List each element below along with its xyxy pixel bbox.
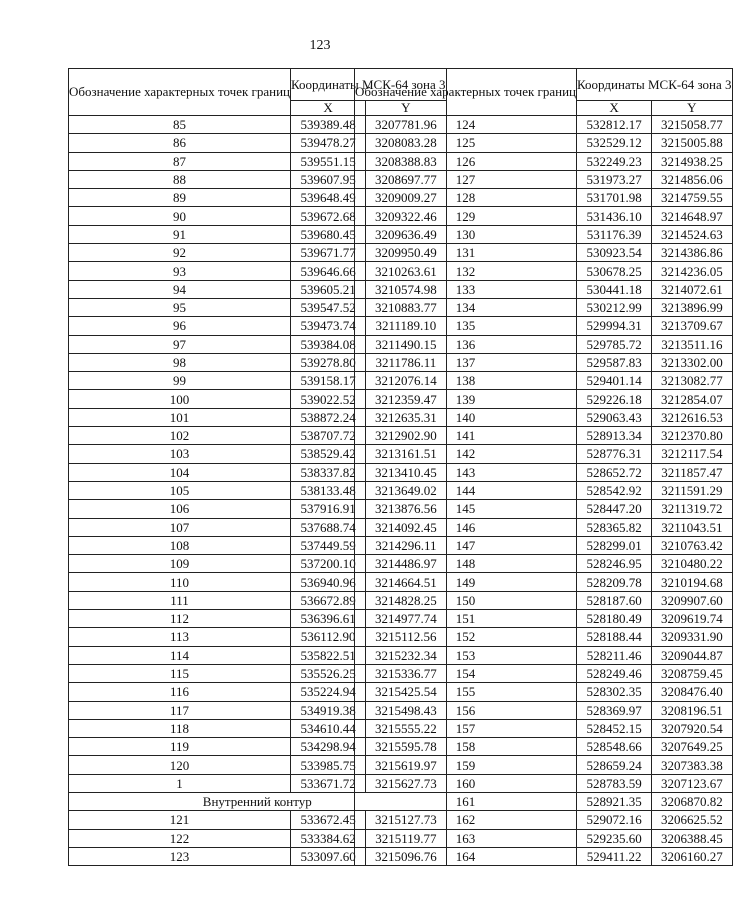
y-cell: 3212902.90 xyxy=(366,427,446,445)
x-cell: 538337.82 xyxy=(291,463,366,481)
x-cell: 535526.25 xyxy=(291,664,366,682)
point-column-header: Обозначение характерных точек границ xyxy=(69,69,291,116)
point-cell: 139 xyxy=(355,390,577,408)
point-cell: 136 xyxy=(355,335,577,353)
y-cell: 3214386.86 xyxy=(652,244,732,262)
x-cell: 528542.92 xyxy=(577,481,652,499)
x-cell: 531973.27 xyxy=(577,170,652,188)
x-cell: 538133.48 xyxy=(291,481,366,499)
x-cell: 528209.78 xyxy=(577,573,652,591)
y-cell: 3215119.77 xyxy=(366,829,446,847)
point-cell: 106 xyxy=(69,500,291,518)
x-cell: 539671.77 xyxy=(291,244,366,262)
x-cell: 536112.90 xyxy=(291,628,366,646)
y-cell: 3211591.29 xyxy=(652,481,732,499)
x-cell: 528302.35 xyxy=(577,683,652,701)
y-cell: 3206388.45 xyxy=(652,829,732,847)
x-cell: 538872.24 xyxy=(291,408,366,426)
y-cell: 3215595.78 xyxy=(366,738,446,756)
y-cell: 3213161.51 xyxy=(366,445,446,463)
table-row xyxy=(355,445,733,463)
y-cell: 3209636.49 xyxy=(366,225,446,243)
point-cell: 1 xyxy=(69,774,291,792)
x-cell: 538529.42 xyxy=(291,445,366,463)
x-cell: 529411.22 xyxy=(577,847,652,865)
table-row xyxy=(355,116,733,134)
y-cell: 3207781.96 xyxy=(366,116,446,134)
point-cell: 144 xyxy=(355,481,577,499)
y-cell: 3215627.73 xyxy=(366,774,446,792)
x-cell: 535822.51 xyxy=(291,646,366,664)
point-cell: 158 xyxy=(355,738,577,756)
point-cell: 122 xyxy=(69,829,291,847)
y-cell: 3213302.00 xyxy=(652,353,732,371)
y-cell: 3214938.25 xyxy=(652,152,732,170)
x-cell: 530923.54 xyxy=(577,244,652,262)
point-cell: 86 xyxy=(69,134,291,152)
x-cell: 530678.25 xyxy=(577,262,652,280)
point-cell: 105 xyxy=(69,481,291,499)
y-cell: 3206870.82 xyxy=(652,792,732,810)
y-cell: 3212854.07 xyxy=(652,390,732,408)
point-cell: 154 xyxy=(355,664,577,682)
table-row xyxy=(355,244,733,262)
point-cell: 92 xyxy=(69,244,291,262)
x-cell: 539551.15 xyxy=(291,152,366,170)
x-cell: 528447.20 xyxy=(577,500,652,518)
y-cell: 3214828.25 xyxy=(366,591,446,609)
x-cell: 528246.95 xyxy=(577,555,652,573)
point-cell: 123 xyxy=(69,847,291,865)
table-row xyxy=(355,335,733,353)
y-cell: 3207383.38 xyxy=(652,756,732,774)
y-cell: 3210480.22 xyxy=(652,555,732,573)
inner-contour-label: Внутренний контур xyxy=(69,792,447,810)
point-cell: 112 xyxy=(69,610,291,628)
x-cell: 539022.52 xyxy=(291,390,366,408)
table-row xyxy=(355,262,733,280)
point-cell: 109 xyxy=(69,555,291,573)
y-cell: 3209907.60 xyxy=(652,591,732,609)
point-cell: 88 xyxy=(69,170,291,188)
y-cell: 3215096.76 xyxy=(366,847,446,865)
y-cell: 3213876.56 xyxy=(366,500,446,518)
y-cell: 3208476.40 xyxy=(652,683,732,701)
table-row xyxy=(355,683,733,701)
y-cell: 3207920.54 xyxy=(652,719,732,737)
coordinates-header: Координаты МСК-64 зона 3 xyxy=(291,69,447,101)
x-cell: 533097.60 xyxy=(291,847,366,865)
table-row xyxy=(355,280,733,298)
y-cell: 3209950.49 xyxy=(366,244,446,262)
table-row xyxy=(355,664,733,682)
x-cell: 529235.60 xyxy=(577,829,652,847)
point-cell: 146 xyxy=(355,518,577,536)
x-cell: 537200.10 xyxy=(291,555,366,573)
x-cell: 539672.68 xyxy=(291,207,366,225)
x-cell: 528249.46 xyxy=(577,664,652,682)
table-row xyxy=(355,774,733,792)
y-cell: 3210883.77 xyxy=(366,298,446,316)
point-cell: 119 xyxy=(69,738,291,756)
x-cell: 528652.72 xyxy=(577,463,652,481)
point-cell: 100 xyxy=(69,390,291,408)
point-cell: 124 xyxy=(355,116,577,134)
table-row xyxy=(355,353,733,371)
point-cell: 148 xyxy=(355,555,577,573)
point-cell: 156 xyxy=(355,701,577,719)
point-cell: 93 xyxy=(69,262,291,280)
table-row xyxy=(355,408,733,426)
y-column-header: Y xyxy=(366,101,446,116)
x-cell: 528913.34 xyxy=(577,427,652,445)
table-row xyxy=(355,573,733,591)
x-cell: 529587.83 xyxy=(577,353,652,371)
y-cell: 3215232.34 xyxy=(366,646,446,664)
x-cell: 528776.31 xyxy=(577,445,652,463)
y-cell: 3212359.47 xyxy=(366,390,446,408)
y-cell: 3214977.74 xyxy=(366,610,446,628)
y-cell: 3215127.73 xyxy=(366,811,446,829)
y-cell: 3215058.77 xyxy=(652,116,732,134)
y-cell: 3215005.88 xyxy=(652,134,732,152)
point-cell: 114 xyxy=(69,646,291,664)
point-cell: 104 xyxy=(69,463,291,481)
y-cell: 3214296.11 xyxy=(366,536,446,554)
x-cell: 539648.49 xyxy=(291,189,366,207)
table-row xyxy=(355,811,733,829)
y-cell: 3211857.47 xyxy=(652,463,732,481)
x-cell: 539384.08 xyxy=(291,335,366,353)
x-cell: 538707.72 xyxy=(291,427,366,445)
table-row xyxy=(355,298,733,316)
y-cell: 3211319.72 xyxy=(652,500,732,518)
point-cell: 90 xyxy=(69,207,291,225)
table-row xyxy=(355,500,733,518)
x-cell: 529401.14 xyxy=(577,372,652,390)
y-cell: 3213410.45 xyxy=(366,463,446,481)
point-cell: 125 xyxy=(355,134,577,152)
x-cell: 539389.48 xyxy=(291,116,366,134)
point-cell: 134 xyxy=(355,298,577,316)
x-cell: 537916.91 xyxy=(291,500,366,518)
point-cell: 116 xyxy=(69,683,291,701)
x-cell: 528783.59 xyxy=(577,774,652,792)
x-cell: 539278.80 xyxy=(291,353,366,371)
table-row xyxy=(355,591,733,609)
y-cell: 3215498.43 xyxy=(366,701,446,719)
y-cell: 3214664.51 xyxy=(366,573,446,591)
y-cell: 3210574.98 xyxy=(366,280,446,298)
y-cell: 3207123.67 xyxy=(652,774,732,792)
point-cell: 87 xyxy=(69,152,291,170)
y-cell: 3208083.28 xyxy=(366,134,446,152)
y-cell: 3212117.54 xyxy=(652,445,732,463)
point-cell: 164 xyxy=(355,847,577,865)
page-number: 123 xyxy=(309,38,331,53)
x-column-header: X xyxy=(577,101,652,116)
x-cell: 537688.74 xyxy=(291,518,366,536)
point-cell: 111 xyxy=(69,591,291,609)
x-cell: 539607.95 xyxy=(291,170,366,188)
x-cell: 528188.44 xyxy=(577,628,652,646)
y-cell: 3211189.10 xyxy=(366,317,446,335)
point-cell: 159 xyxy=(355,756,577,774)
y-cell: 3210763.42 xyxy=(652,536,732,554)
table-row xyxy=(355,646,733,664)
table-row xyxy=(355,610,733,628)
table-row xyxy=(355,189,733,207)
table-row xyxy=(355,170,733,188)
point-cell: 115 xyxy=(69,664,291,682)
x-column-header: X xyxy=(291,101,366,116)
point-cell: 137 xyxy=(355,353,577,371)
table-row xyxy=(355,738,733,756)
point-cell: 153 xyxy=(355,646,577,664)
point-cell: 98 xyxy=(69,353,291,371)
point-cell: 138 xyxy=(355,372,577,390)
x-cell: 532812.17 xyxy=(577,116,652,134)
y-cell: 3214486.97 xyxy=(366,555,446,573)
y-cell: 3215425.54 xyxy=(366,683,446,701)
point-cell: 110 xyxy=(69,573,291,591)
point-cell: 108 xyxy=(69,536,291,554)
table-row xyxy=(355,847,733,865)
y-cell: 3211490.15 xyxy=(366,335,446,353)
x-cell: 539605.21 xyxy=(291,280,366,298)
point-cell: 160 xyxy=(355,774,577,792)
table-row xyxy=(355,756,733,774)
point-cell: 128 xyxy=(355,189,577,207)
point-cell: 99 xyxy=(69,372,291,390)
x-cell: 534298.94 xyxy=(291,738,366,756)
x-cell: 535224.94 xyxy=(291,683,366,701)
y-cell: 3214092.45 xyxy=(366,518,446,536)
x-cell: 533985.75 xyxy=(291,756,366,774)
table-row xyxy=(355,555,733,573)
point-cell: 113 xyxy=(69,628,291,646)
x-cell: 528921.35 xyxy=(577,792,652,810)
y-cell: 3211786.11 xyxy=(366,353,446,371)
point-cell: 91 xyxy=(69,225,291,243)
y-cell: 3212616.53 xyxy=(652,408,732,426)
y-cell: 3215555.22 xyxy=(366,719,446,737)
point-cell: 120 xyxy=(69,756,291,774)
table-row xyxy=(355,719,733,737)
y-cell: 3208388.83 xyxy=(366,152,446,170)
table-row xyxy=(355,701,733,719)
y-cell: 3213082.77 xyxy=(652,372,732,390)
point-cell: 155 xyxy=(355,683,577,701)
y-cell: 3214759.55 xyxy=(652,189,732,207)
y-cell: 3214524.63 xyxy=(652,225,732,243)
point-cell: 127 xyxy=(355,170,577,188)
y-cell: 3208196.51 xyxy=(652,701,732,719)
point-cell: 97 xyxy=(69,335,291,353)
point-cell: 89 xyxy=(69,189,291,207)
point-cell: 96 xyxy=(69,317,291,335)
y-cell: 3212635.31 xyxy=(366,408,446,426)
y-cell: 3213709.67 xyxy=(652,317,732,335)
y-cell: 3215112.56 xyxy=(366,628,446,646)
y-cell: 3209322.46 xyxy=(366,207,446,225)
y-cell: 3211043.51 xyxy=(652,518,732,536)
y-cell: 3208759.45 xyxy=(652,664,732,682)
y-cell: 3207649.25 xyxy=(652,738,732,756)
x-cell: 528548.66 xyxy=(577,738,652,756)
x-cell: 529785.72 xyxy=(577,335,652,353)
x-cell: 528187.60 xyxy=(577,591,652,609)
table-row xyxy=(355,463,733,481)
y-cell: 3212076.14 xyxy=(366,372,446,390)
point-cell: 163 xyxy=(355,829,577,847)
x-cell: 529072.16 xyxy=(577,811,652,829)
point-cell: 132 xyxy=(355,262,577,280)
x-cell: 528659.24 xyxy=(577,756,652,774)
coordinates-header: Координаты МСК-64 зона 3 xyxy=(577,69,733,101)
table-row xyxy=(355,628,733,646)
y-cell: 3215619.97 xyxy=(366,756,446,774)
table-row xyxy=(355,207,733,225)
x-cell: 529063.43 xyxy=(577,408,652,426)
x-cell: 528299.01 xyxy=(577,536,652,554)
x-cell: 539473.74 xyxy=(291,317,366,335)
x-cell: 537449.59 xyxy=(291,536,366,554)
point-cell: 85 xyxy=(69,116,291,134)
point-cell: 126 xyxy=(355,152,577,170)
y-column-header: Y xyxy=(652,101,732,116)
x-cell: 528365.82 xyxy=(577,518,652,536)
y-cell: 3209619.74 xyxy=(652,610,732,628)
x-cell: 530441.18 xyxy=(577,280,652,298)
point-column-header: Обозначение характерных точек границ xyxy=(355,69,577,116)
point-cell: 143 xyxy=(355,463,577,481)
x-cell: 528369.97 xyxy=(577,701,652,719)
point-cell: 149 xyxy=(355,573,577,591)
y-cell: 3206625.52 xyxy=(652,811,732,829)
x-cell: 533671.72 xyxy=(291,774,366,792)
x-cell: 539478.27 xyxy=(291,134,366,152)
table-row xyxy=(355,481,733,499)
point-cell: 162 xyxy=(355,811,577,829)
point-cell: 141 xyxy=(355,427,577,445)
point-cell: 140 xyxy=(355,408,577,426)
x-cell: 533384.62 xyxy=(291,829,366,847)
point-cell: 103 xyxy=(69,445,291,463)
table-row xyxy=(355,152,733,170)
table-row xyxy=(355,829,733,847)
x-cell: 536672.89 xyxy=(291,591,366,609)
x-cell: 531436.10 xyxy=(577,207,652,225)
y-cell: 3209009.27 xyxy=(366,189,446,207)
y-cell: 3214648.97 xyxy=(652,207,732,225)
table-row xyxy=(355,427,733,445)
x-cell: 534919.38 xyxy=(291,701,366,719)
table-row xyxy=(355,134,733,152)
point-cell: 118 xyxy=(69,719,291,737)
x-cell: 539547.52 xyxy=(291,298,366,316)
table-row xyxy=(355,792,733,810)
y-cell: 3214072.61 xyxy=(652,280,732,298)
table-row xyxy=(355,390,733,408)
point-cell: 117 xyxy=(69,701,291,719)
header-row xyxy=(355,69,733,101)
x-cell: 528452.15 xyxy=(577,719,652,737)
table-row xyxy=(355,225,733,243)
point-cell: 121 xyxy=(69,811,291,829)
point-cell: 157 xyxy=(355,719,577,737)
x-cell: 529226.18 xyxy=(577,390,652,408)
table-row xyxy=(355,372,733,390)
point-cell: 145 xyxy=(355,500,577,518)
point-cell: 150 xyxy=(355,591,577,609)
point-cell: 102 xyxy=(69,427,291,445)
point-cell: 107 xyxy=(69,518,291,536)
y-cell: 3209044.87 xyxy=(652,646,732,664)
point-cell: 101 xyxy=(69,408,291,426)
y-cell: 3209331.90 xyxy=(652,628,732,646)
x-cell: 533672.45 xyxy=(291,811,366,829)
y-cell: 3210263.61 xyxy=(366,262,446,280)
x-cell: 536396.61 xyxy=(291,610,366,628)
point-cell: 129 xyxy=(355,207,577,225)
x-cell: 531176.39 xyxy=(577,225,652,243)
point-cell: 151 xyxy=(355,610,577,628)
y-cell: 3206160.27 xyxy=(652,847,732,865)
x-cell: 528211.46 xyxy=(577,646,652,664)
y-cell: 3214236.05 xyxy=(652,262,732,280)
x-cell: 531701.98 xyxy=(577,189,652,207)
point-cell: 147 xyxy=(355,536,577,554)
point-cell: 135 xyxy=(355,317,577,335)
point-cell: 152 xyxy=(355,628,577,646)
x-cell: 532249.23 xyxy=(577,152,652,170)
point-cell: 133 xyxy=(355,280,577,298)
y-cell: 3215336.77 xyxy=(366,664,446,682)
x-cell: 528180.49 xyxy=(577,610,652,628)
point-cell: 131 xyxy=(355,244,577,262)
y-cell: 3213896.99 xyxy=(652,298,732,316)
y-cell: 3210194.68 xyxy=(652,573,732,591)
x-cell: 530212.99 xyxy=(577,298,652,316)
table-row xyxy=(355,317,733,335)
point-cell: 130 xyxy=(355,225,577,243)
point-cell: 94 xyxy=(69,280,291,298)
x-cell: 539646.66 xyxy=(291,262,366,280)
table-row xyxy=(355,518,733,536)
y-cell: 3213511.16 xyxy=(652,335,732,353)
x-cell: 539680.45 xyxy=(291,225,366,243)
y-cell: 3214856.06 xyxy=(652,170,732,188)
point-cell: 161 xyxy=(355,792,577,810)
table-row xyxy=(355,536,733,554)
y-cell: 3208697.77 xyxy=(366,170,446,188)
right-rows xyxy=(355,116,733,866)
point-cell: 95 xyxy=(69,298,291,316)
y-cell: 3213649.02 xyxy=(366,481,446,499)
x-cell: 532529.12 xyxy=(577,134,652,152)
coordinates-table-right xyxy=(354,68,733,866)
x-cell: 529994.31 xyxy=(577,317,652,335)
x-cell: 539158.17 xyxy=(291,372,366,390)
x-cell: 534610.44 xyxy=(291,719,366,737)
x-cell: 536940.96 xyxy=(291,573,366,591)
point-cell: 142 xyxy=(355,445,577,463)
y-cell: 3212370.80 xyxy=(652,427,732,445)
